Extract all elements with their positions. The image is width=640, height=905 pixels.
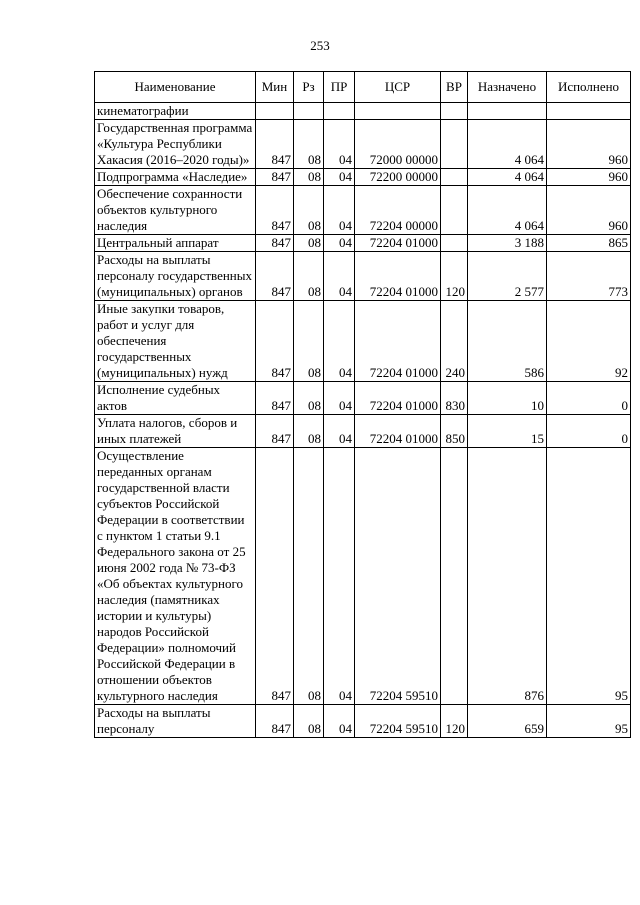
table-cell-min: 847	[256, 301, 294, 382]
table-cell-name: Государственная программа «Культура Республики Хакасия (2016–2020 годы)»	[95, 120, 256, 169]
table-cell-min	[256, 103, 294, 120]
table-cell-vr: 850	[441, 415, 468, 448]
table-cell-name: Обеспечение сохранности объектов культурного наследия	[95, 186, 256, 235]
table-cell-rz: 08	[294, 382, 324, 415]
column-header: Наименование	[95, 72, 256, 103]
table-cell-csr: 72204 01000	[355, 252, 441, 301]
table-cell-executed: 865	[547, 235, 631, 252]
table-row	[95, 382, 631, 415]
table-cell-name: Осуществление переданных органам государственной власти субъектов Российской Федерации в соответствии с пунктом 1 статьи 9.1 Федерального закона от 25 июня 2002 года № 73-ФЗ «Об объектах культурного наследия (памятниках истории и культуры) народов Российской Федерации» полномочий Российской Федерации в отношении объектов культурного наследия	[95, 448, 256, 705]
table-cell-csr: 72204 59510	[355, 448, 441, 705]
table-cell-min: 847	[256, 705, 294, 738]
table-cell-min: 847	[256, 186, 294, 235]
table-cell-executed: 0	[547, 415, 631, 448]
table-cell-vr: 120	[441, 252, 468, 301]
table-cell-pr: 04	[324, 382, 355, 415]
table-cell-rz: 08	[294, 448, 324, 705]
table-cell-rz	[294, 103, 324, 120]
page-number: 253	[310, 38, 330, 53]
table-cell-assigned: 659	[468, 705, 547, 738]
table-cell-csr: 72000 00000	[355, 120, 441, 169]
table-cell-pr: 04	[324, 448, 355, 705]
table-row	[95, 120, 631, 169]
table-row	[95, 301, 631, 382]
table-row	[95, 705, 631, 738]
table-cell-rz: 08	[294, 120, 324, 169]
table-cell-executed: 773	[547, 252, 631, 301]
table-cell-assigned: 2 577	[468, 252, 547, 301]
table-cell-name: Уплата налогов, сборов и иных платежей	[95, 415, 256, 448]
table-row	[95, 415, 631, 448]
table-cell-vr	[441, 448, 468, 705]
table-row	[95, 186, 631, 235]
table-header-row	[95, 72, 631, 103]
column-header: ЦСР	[355, 72, 441, 103]
table-cell-assigned: 4 064	[468, 186, 547, 235]
table-cell-vr	[441, 186, 468, 235]
table-cell-pr: 04	[324, 169, 355, 186]
table-cell-pr: 04	[324, 301, 355, 382]
table-cell-vr: 120	[441, 705, 468, 738]
column-header: ПР	[324, 72, 355, 103]
column-header: Рз	[294, 72, 324, 103]
table-cell-pr	[324, 103, 355, 120]
table-cell-executed: 960	[547, 120, 631, 169]
table-row	[95, 448, 631, 705]
table-cell-pr: 04	[324, 120, 355, 169]
table-cell-rz: 08	[294, 235, 324, 252]
table-cell-csr: 72204 01000	[355, 301, 441, 382]
table-cell-min: 847	[256, 252, 294, 301]
table-cell-rz: 08	[294, 169, 324, 186]
table-cell-rz: 08	[294, 186, 324, 235]
table-cell-assigned: 586	[468, 301, 547, 382]
table-cell-min: 847	[256, 169, 294, 186]
table-cell-csr	[355, 103, 441, 120]
table-cell-min: 847	[256, 235, 294, 252]
table-cell-assigned: 4 064	[468, 169, 547, 186]
table-cell-executed: 95	[547, 705, 631, 738]
table-cell-executed: 95	[547, 448, 631, 705]
table-cell-vr	[441, 120, 468, 169]
table-cell-rz: 08	[294, 252, 324, 301]
table-row	[95, 103, 631, 120]
column-header: Исполнено	[547, 72, 631, 103]
table-row	[95, 252, 631, 301]
column-header: Мин	[256, 72, 294, 103]
table-cell-name: Иные закупки товаров, работ и услуг для обеспечения государственных (муниципальных) нужд	[95, 301, 256, 382]
table-cell-name: Исполнение судебных актов	[95, 382, 256, 415]
table-row	[95, 235, 631, 252]
column-header: Назначено	[468, 72, 547, 103]
table-cell-rz: 08	[294, 415, 324, 448]
table-cell-vr	[441, 169, 468, 186]
column-header: ВР	[441, 72, 468, 103]
table-cell-pr: 04	[324, 415, 355, 448]
table-cell-csr: 72204 00000	[355, 186, 441, 235]
table-cell-csr: 72200 00000	[355, 169, 441, 186]
table-cell-name: кинематографии	[95, 103, 256, 120]
table-cell-vr: 240	[441, 301, 468, 382]
table-cell-assigned: 10	[468, 382, 547, 415]
table-cell-name: Центральный аппарат	[95, 235, 256, 252]
table-cell-executed: 960	[547, 169, 631, 186]
table-cell-min: 847	[256, 120, 294, 169]
table-cell-csr: 72204 01000	[355, 415, 441, 448]
table-cell-executed: 0	[547, 382, 631, 415]
budget-table	[94, 71, 631, 738]
table-cell-name: Расходы на выплаты персоналу государственных (муниципальных) органов	[95, 252, 256, 301]
table-cell-pr: 04	[324, 186, 355, 235]
table-row	[95, 169, 631, 186]
table-cell-executed: 960	[547, 186, 631, 235]
table-cell-assigned: 15	[468, 415, 547, 448]
table-cell-min: 847	[256, 382, 294, 415]
table-cell-csr: 72204 59510	[355, 705, 441, 738]
table-cell-assigned	[468, 103, 547, 120]
table-cell-pr: 04	[324, 705, 355, 738]
table-cell-vr: 830	[441, 382, 468, 415]
table-cell-pr: 04	[324, 252, 355, 301]
table-cell-pr: 04	[324, 235, 355, 252]
table-cell-executed: 92	[547, 301, 631, 382]
table-cell-csr: 72204 01000	[355, 382, 441, 415]
table-cell-assigned: 3 188	[468, 235, 547, 252]
table-cell-csr: 72204 01000	[355, 235, 441, 252]
table-cell-executed	[547, 103, 631, 120]
table-cell-min: 847	[256, 415, 294, 448]
table-cell-vr	[441, 235, 468, 252]
table-cell-assigned: 4 064	[468, 120, 547, 169]
table-cell-assigned: 876	[468, 448, 547, 705]
table-cell-rz: 08	[294, 705, 324, 738]
table-cell-rz: 08	[294, 301, 324, 382]
table-cell-min: 847	[256, 448, 294, 705]
table-cell-name: Расходы на выплаты персоналу	[95, 705, 256, 738]
table-cell-name: Подпрограмма «Наследие»	[95, 169, 256, 186]
table-cell-vr	[441, 103, 468, 120]
